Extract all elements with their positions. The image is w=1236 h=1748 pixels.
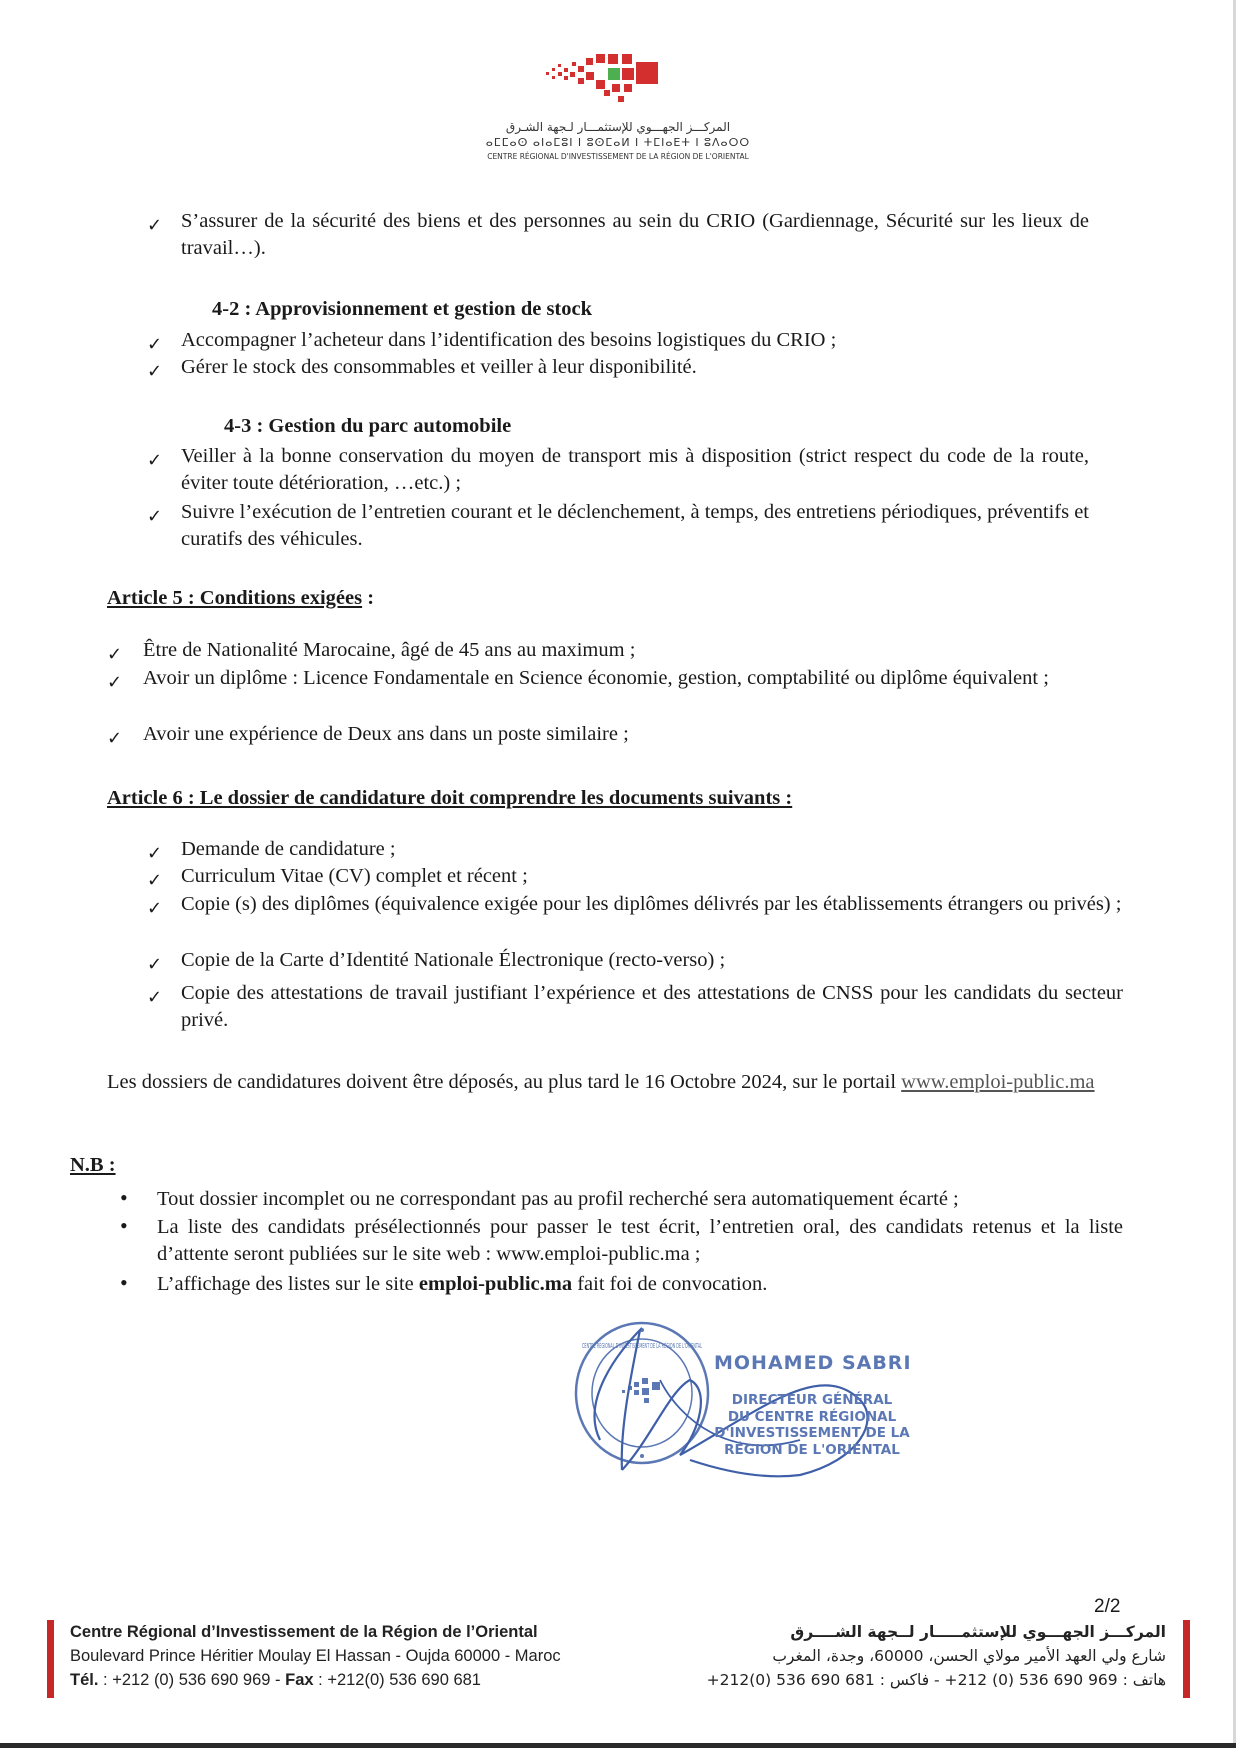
- footer-org-name: Centre Régional d’Investissement de la Région de l’Oriental: [70, 1623, 538, 1641]
- list-item: Gérer le stock des consommables et veiller à leur disponibilité.: [181, 356, 697, 378]
- nb-heading: N.B :: [70, 1154, 116, 1176]
- bullet-icon: •: [120, 1185, 128, 1210]
- list-item: Accompagner l’acheteur dans l’identification des besoins logistiques du CRIO ;: [181, 329, 837, 351]
- title-line: DU CENTRE RÉGIONAL: [727, 1408, 897, 1425]
- list-item: S’assurer de la sécurité des biens et des personnes au sein du CRIO (Gardiennage, Sécurité sur les lieux de travail…).: [181, 210, 1089, 259]
- title-line: D'INVESTISSEMENT DE LA: [714, 1425, 910, 1441]
- article-title: Article 5 : Conditions exigées: [107, 587, 363, 609]
- title-line: DIRECTEUR GÉNÉRAL: [731, 1392, 893, 1408]
- check-icon: ✓: [147, 215, 163, 236]
- check-icon: ✓: [147, 898, 163, 919]
- list-item: Avoir un diplôme : Licence Fondamentale en Science économie, gestion, comptabilité ou diplôme équivalent ;: [143, 667, 1049, 689]
- list-item: Copie de la Carte d’Identité Nationale Électronique (recto-verso) ;: [181, 949, 726, 971]
- footer-french: [70, 1620, 561, 1692]
- signatory-name: MOHAMED SABRI: [714, 1352, 912, 1374]
- section-heading: 4-3 : Gestion du parc automobile: [224, 415, 512, 437]
- check-icon: ✓: [107, 672, 123, 693]
- footer-arabic: [707, 1620, 1166, 1692]
- check-icon: ✓: [147, 987, 163, 1008]
- footer-accent-bar: [1183, 1620, 1190, 1698]
- nb-item-prefix: L’affichage des listes sur le site: [157, 1273, 419, 1295]
- footer-org-name-ar: المركـــز الجهـــوي للإستثمـــــار لــجهة الشــــرق: [790, 1623, 1166, 1641]
- check-icon: ✓: [147, 506, 163, 527]
- footer-phone-ar: هاتف : 969 690 536 (0) 212+ - فاكس : 681 690 536 (0)212+: [706, 1671, 1166, 1689]
- footer-address: Boulevard Prince Héritier Moulay El Hassan - Oujda 60000 - Maroc: [70, 1647, 561, 1665]
- portal-link[interactable]: www.emploi-public.ma: [901, 1071, 1095, 1093]
- title-line: RÉGION DE L'ORIENTAL: [724, 1441, 900, 1458]
- check-icon: ✓: [147, 450, 163, 471]
- footer-phone: [70, 1668, 561, 1692]
- list-item: Avoir une expérience de Deux ans dans un poste similaire ;: [143, 723, 629, 745]
- footer-accent-bar: [47, 1620, 54, 1698]
- tel-label: Tél.: [70, 1671, 99, 1689]
- check-icon: ✓: [107, 728, 123, 749]
- article-heading: [107, 585, 374, 612]
- bullet-icon: •: [120, 1213, 128, 1238]
- org-name-french: CENTRE RÉGIONAL D'INVESTISSEMENT DE LA RÉGION DE L'ORIENTAL: [487, 152, 749, 161]
- list-item: Demande de candidature ;: [181, 838, 396, 860]
- list-item: Copie (s) des diplômes (équivalence exigée pour les diplômes délivrés par les établissements étrangers ou privés) ;: [181, 893, 1122, 915]
- nb-item: La liste des candidats présélectionnés pour passer le test écrit, l’entretien oral, des candidats retenus et la liste d’attente seront publiées sur le site web : www.emploi-public.ma ;: [157, 1216, 1123, 1265]
- page-edge: [0, 1743, 1236, 1748]
- list-item: Veiller à la bonne conservation du moyen de transport mis à disposition (strict respect du code de la route, éviter toute détérioration, …etc.) ;: [181, 445, 1089, 494]
- fax-value: : +212(0) 536 690 681: [313, 1671, 481, 1689]
- fax-label: Fax: [285, 1671, 314, 1689]
- check-icon: ✓: [147, 954, 163, 975]
- list-item: Suivre l’exécution de l’entretien courant et le déclenchement, à temps, des entretiens périodiques, préventifs et curatifs des véhicules.: [181, 501, 1089, 550]
- nb-item-suffix: fait foi de convocation.: [572, 1273, 768, 1295]
- page-number: 2/2: [1094, 1596, 1121, 1617]
- org-name-arabic: المركـــز الجهـــوي للإستثمـــار لـجهة الشـرق: [505, 120, 731, 134]
- footer-address-ar: شارع ولي العهد الأمير مولاي الحسن، 60000، وجدة، المغرب: [772, 1647, 1166, 1665]
- article-title-suffix: :: [362, 587, 375, 609]
- list-item: Curriculum Vitae (CV) complet et récent ;: [181, 865, 528, 887]
- org-name-tifinagh: ⴰⵎⵎⴰⵙ ⴰⵏⴰⵎⵓⵏ ⵏ ⵓⵙⵎⴰⵍ ⵏ ⵜⵎⵏⴰⴹⵜ ⵏ ⵓⴷⴰⵔⵔ: [485, 136, 751, 149]
- nb-item-site: emploi-public.ma: [418, 1273, 573, 1295]
- stamp-text: CENTRE RÉGIONAL D'INVESTISSEMENT DE LA RÉGION DE L'ORIENTAL: [582, 1342, 827, 1350]
- check-icon: ✓: [107, 644, 123, 665]
- header-logo: [480, 50, 756, 161]
- bullet-icon: •: [120, 1270, 128, 1295]
- check-icon: ✓: [147, 334, 163, 355]
- check-icon: ✓: [147, 361, 163, 382]
- section-heading: 4-2 : Approvisionnement et gestion de stock: [212, 298, 593, 320]
- nb-item: Tout dossier incomplet ou ne correspondant pas au profil recherché sera automatiquement écarté ;: [157, 1188, 959, 1210]
- tel-value: : +212 (0) 536 690 969 -: [98, 1671, 286, 1689]
- signatory-title: [712, 1392, 912, 1458]
- deadline-paragraph: [107, 1069, 1123, 1096]
- article-heading: Article 6 : Le dossier de candidature doit comprendre les documents suivants :: [107, 787, 793, 809]
- check-icon: ✓: [147, 843, 163, 864]
- deadline-text: Les dossiers de candidatures doivent être déposés, au plus tard le 16 Octobre 2024, sur le portail: [107, 1071, 897, 1093]
- list-item: Être de Nationalité Marocaine, âgé de 45 ans au maximum ;: [143, 639, 636, 661]
- list-item: Copie des attestations de travail justifiant l’expérience et des attestations de CNSS pour les candidats du secteur privé.: [181, 982, 1123, 1031]
- check-icon: ✓: [147, 870, 163, 891]
- nb-item: [157, 1271, 1123, 1298]
- crio-logo-icon: [538, 50, 698, 112]
